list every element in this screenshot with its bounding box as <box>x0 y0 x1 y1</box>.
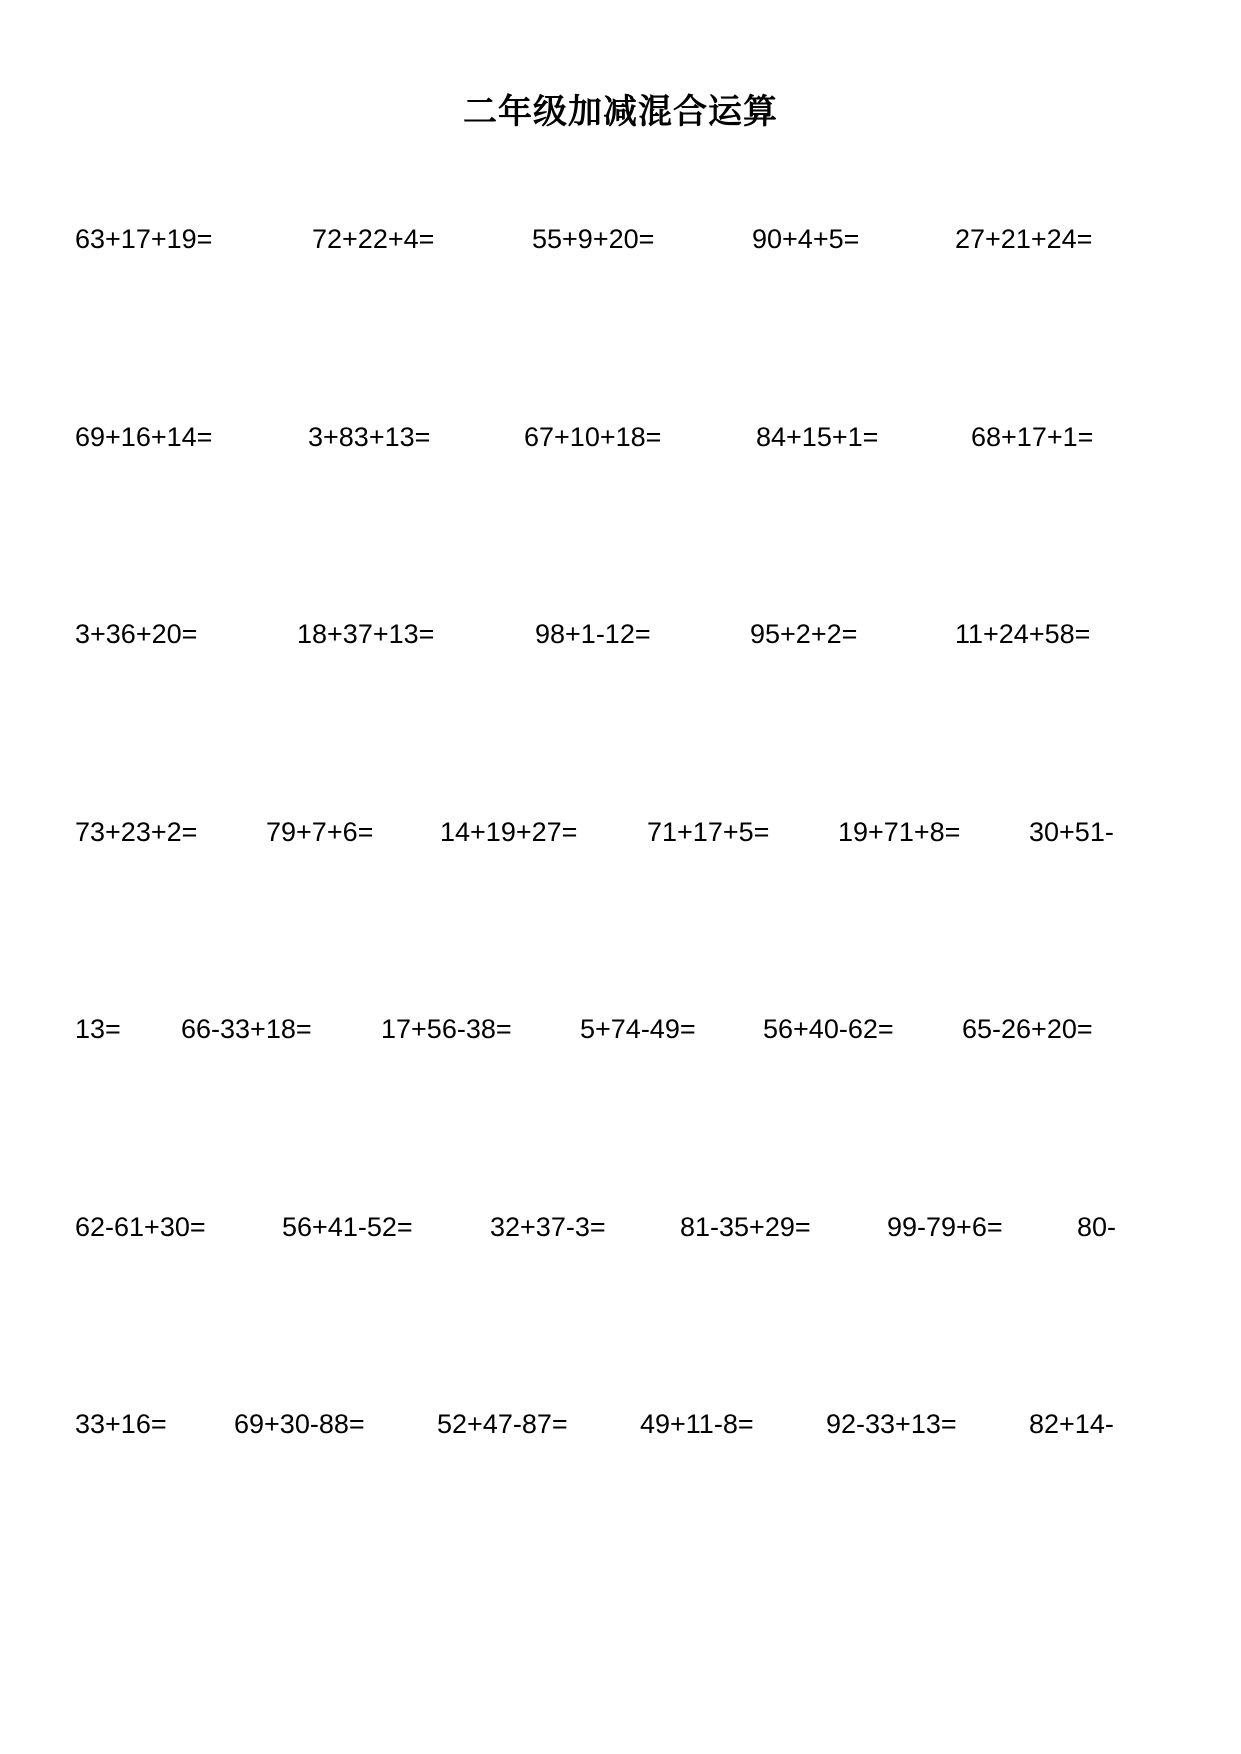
problem: 82+14- <box>1029 1409 1114 1439</box>
problem: 90+4+5= <box>752 224 860 254</box>
problem: 68+17+1= <box>971 422 1094 452</box>
problem: 56+40-62= <box>763 1014 894 1044</box>
problem: 33+16= <box>75 1409 167 1439</box>
problem: 62-61+30= <box>75 1212 206 1242</box>
problem: 95+2+2= <box>750 619 858 649</box>
problem: 13= <box>75 1014 121 1044</box>
problem: 98+1-12= <box>535 619 651 649</box>
worksheet-title: 二年级加减混合运算 <box>463 92 778 132</box>
problem: 99-79+6= <box>887 1212 1003 1242</box>
problem: 49+11-8= <box>640 1409 754 1439</box>
problem: 11+24+58= <box>955 619 1091 649</box>
problem: 72+22+4= <box>312 224 435 254</box>
problem: 19+71+8= <box>838 817 961 847</box>
problem: 92-33+13= <box>826 1409 957 1439</box>
problem: 66-33+18= <box>181 1014 312 1044</box>
problem: 56+41-52= <box>282 1212 413 1242</box>
problem: 73+23+2= <box>75 817 198 847</box>
problem: 67+10+18= <box>524 422 662 452</box>
problem: 63+17+19= <box>75 224 213 254</box>
problem: 3+83+13= <box>308 422 431 452</box>
problem: 69+16+14= <box>75 422 213 452</box>
problem: 17+56-38= <box>381 1014 512 1044</box>
problem: 81-35+29= <box>680 1212 811 1242</box>
problem: 80- <box>1077 1212 1117 1242</box>
problem: 3+36+20= <box>75 619 198 649</box>
problem: 5+74-49= <box>580 1014 696 1044</box>
problem: 84+15+1= <box>756 422 879 452</box>
problem: 30+51- <box>1029 817 1114 847</box>
problem: 55+9+20= <box>532 224 655 254</box>
problem: 79+7+6= <box>266 817 374 847</box>
problem: 27+21+24= <box>955 224 1093 254</box>
problem: 65-26+20= <box>962 1014 1093 1044</box>
problem: 14+19+27= <box>440 817 578 847</box>
problem: 71+17+5= <box>647 817 770 847</box>
problem: 52+47-87= <box>437 1409 568 1439</box>
problem: 18+37+13= <box>297 619 435 649</box>
problem: 69+30-88= <box>234 1409 365 1439</box>
problem: 32+37-3= <box>490 1212 606 1242</box>
